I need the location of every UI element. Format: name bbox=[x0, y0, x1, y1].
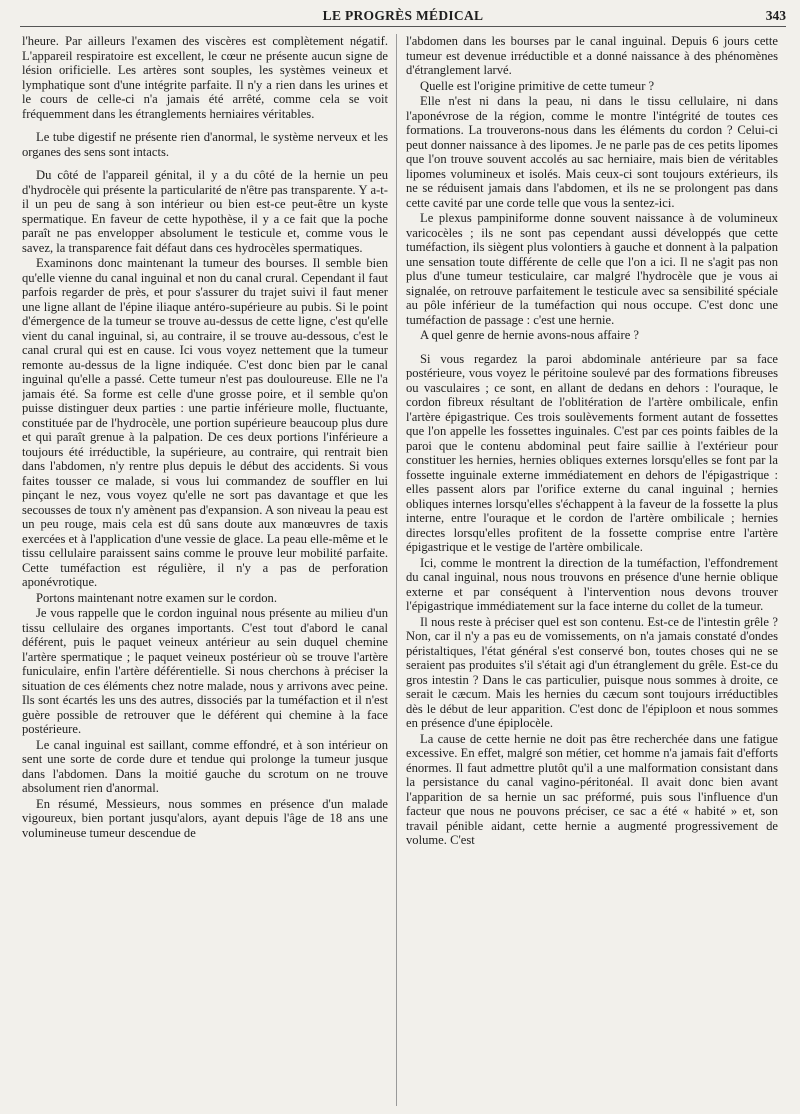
page-number: 343 bbox=[765, 8, 786, 23]
paragraph: Je vous rappelle que le cordon inguinal nous présente au milieu d'un tissu cellulaire des organes importants. C'est tout d'abord le canal déférent, puis le paquet veineux antérieur au sein duquel chemine l'artère spermatique ; le paquet veineux postérieur où se trouve l'artère funiculaire, enfin l'artère déférentielle. Si nous cherchons à préciser la situation de ces éléments chez notre malade, nous y arrivons avec peine. Ils sont écartés les uns des autres, dissociés par la tuméfaction et il n'est guère possible de retrouver que le déférent qui chemine à la face postérieure. bbox=[22, 606, 388, 736]
paragraph: Du côté de l'appareil génital, il y a du côté de la hernie un peu d'hydrocèle qui présente la particularité de n'être pas transparente. Y a-t-il un peu de sang à son intérieur ou bien est-ce peut-être un kyste spermatique. En faveur de cette hypothèse, il y a ce fait que la poche paraît ne pas envelopper absolument le testicule et, comme vous le savez, la transparence fait défaut dans ces hydrocèles spermatiques. bbox=[22, 168, 388, 255]
right-column bbox=[406, 34, 778, 1108]
running-head bbox=[20, 6, 786, 27]
paragraph: l'heure. Par ailleurs l'examen des viscères est complètement négatif. L'appareil respiratoire est excellent, le cœur ne présente aucun signe de lésion orificielle. Les artères sont souples, les systèmes veineux et lymphatique sont d'une intégrite parfaite. Il n'y a rien dans les urines et le cours de celle-ci n'a jamais été arrêté, comme cela se voit fréquemment dans les étranglements herniaires véritables. bbox=[22, 34, 388, 121]
left-column bbox=[22, 34, 388, 1108]
paragraph: Examinons donc maintenant la tumeur des bourses. Il semble bien qu'elle vienne du canal inguinal et non du canal crural. Cependant il faut parfois regarder de près, et pour s'assurer du trajet suivi il faut mener une ligne allant de l'épine iliaque antéro-supérieure au pubis. Si le point d'émergence de la tumeur se trouve au-dessus de cette ligne, c'est qu'elle vient du canal inguinal, si, au contraire, il se trouve au-dessous, c'est le canal crural qui est en cause. Ici vous voyez nettement que la tumeur remonte au-dessus de la ligne indiquée. C'est donc bien par le canal inguinal qu'elle a passé. Cette tumeur n'est pas douloureuse. Elle ne l'a jamais été. Sa forme est celle d'une grosse poire, et il semble qu'on puisse distinguer deux parties : une partie inférieure molle, fluctuante, constituée par de l'hydrocèle, une portion supérieure beaucoup plus dure et qui paraît grenue à la palpation. De ces deux portions l'inférieure a toujours été irréductible, la supérieure, au contraire, qui rentrait bien dans l'abdomen, n'y rentre plus depuis le début des accidents. Si vous faites tousser ce malade, si vous lui commandez de souffler en lui pinçant le nez, vous voyez qu'elle ne sort pas davantage et que les secousses de toux n'y amènent pas d'expansion. A son niveau la peau est un peu rouge, mais cela est dû sans doute aux manœuvres de taxis exercées et à l'application d'une vessie de glace. La peau elle-même et le tissu cellulaire paraissent sains comme le prouve leur mobilité parfaite. Cette tuméfaction est régulière, il n'y a pas de perforation aponévrotique. bbox=[22, 256, 388, 589]
journal-title: LE PROGRÈS MÉDICAL bbox=[322, 8, 484, 23]
column-divider bbox=[396, 34, 397, 1106]
paragraph: Il nous reste à préciser quel est son contenu. Est-ce de l'intestin grêle ? Non, car il n'y a pas eu de vomissements, on n'a jamais constaté d'ondes péristaltiques, l'état général s'est conservé bon, toutes choses qui ne se seraient pas produites s'il s'était agi d'un étranglement du grêle. Est-ce du gros intestin ? Dans le cas particulier, puisque nous sommes à droite, ce serait le cæcum. Mais les hernies du cæcum sont toujours irréductibles dès le début de leur apparition. C'est donc de l'épiploon et nous sommes en présence d'une épiplocèle. bbox=[406, 614, 778, 730]
paragraph: Portons maintenant notre examen sur le cordon. bbox=[36, 590, 277, 605]
paragraph: Quelle est l'origine primitive de cette tumeur ? bbox=[420, 78, 655, 93]
paragraph: Si vous regardez la paroi abdominale antérieure par sa face postérieure, vous voyez le péritoine soulevé par des formations fibreuses ou vasculaires ; ce sont, en allant de dedans en dehors : l'ouraque, le cordon fibreux résultant de l'oblitération de l'artère ombilicale, enfin l'artère épigastrique. Ces trois soulèvements forment autant de fossettes que l'on appelle les fossettes inguinales. C'est par ces points faibles de la paroi que le contenu abdominal peut faire saillie à l'extérieur pour constituer les hernies, hernies obliques externes lorsqu'elles se font par la fossette inguinale externe immédiatement en dehors de l'épigastrique : elles passent alors par l'orifice externe du canal inguinal ; hernies obliques internes lorsqu'elles s'échappent à la faveur de la fossette la plus interne, entre l'ouraque et le cordon de l'artère ombilicale ; hernies directes lorsqu'elles profitent de la fossette comprise entre l'artère épigastrique et le vestige de l'artère ombilicale. bbox=[406, 351, 778, 554]
paragraph: Ici, comme le montrent la direction de la tuméfaction, l'effondrement du canal inguinal, nous nous trouvons en présence d'une hernie oblique externe et par conséquent à l'intervention nous devons trouver l'épigastrique immédiatement sur la face interne du collet de la tumeur. bbox=[406, 555, 778, 613]
paragraph: Le tube digestif ne présente rien d'anormal, le système nerveux et les organes des sens sont intacts. bbox=[22, 130, 388, 159]
paragraph: Le plexus pampiniforme donne souvent naissance à de volumineux varicocèles ; ils ne sont pas cependant aussi développés que cette tuméfaction, ils siègent plus volontiers à gauche et donnent à la palpation une sensation toute différente de celle que l'on a ici. Il ne s'agit pas non plus d'une tumeur testiculaire, car malgré l'hydrocèle que je vous ai signalée, on retrouve parfaitement le testicule avec sa sensibilité spéciale au pôle inférieur de la tuméfaction qui nous occupe. C'est donc une tuméfaction de passage : c'est une hernie. bbox=[406, 211, 778, 327]
paragraph: l'abdomen dans les bourses par le canal inguinal. Depuis 6 jours cette tumeur est devenue irréductible et a donné naissance à des phénomènes d'étranglement larvé. bbox=[406, 34, 778, 77]
paragraph: En résumé, Messieurs, nous sommes en présence d'un malade vigoureux, bien portant jusqu'alors, ayant depuis l'âge de 18 ans une volumineuse tumeur descendue de bbox=[22, 796, 388, 840]
paragraph: A quel genre de hernie avons-nous affaire ? bbox=[420, 328, 640, 342]
paragraph: Le canal inguinal est saillant, comme effondré, et à son intérieur on sent une sorte de corde dure et tendue qui prolonge la tumeur jusque dans l'abdomen. Dans la moitié gauche du scrotum on ne trouve absolument rien d'anormal. bbox=[22, 737, 388, 795]
paragraph: La cause de cette hernie ne doit pas être recherchée dans une fatigue excessive. En effet, malgré son métier, cet homme n'a jamais fait d'efforts énormes. Il faut admettre plutôt qu'il a une malformation consistant dans la persistance du canal vagino-péritonéal. Il avait donc bien avant l'apparition de sa hernie un sac préformé, puis sous l'influence d'un facteur que nous ne pouvons préciser, ce sac a été « habité » et, son travail pénible aidant, cette hernie a augmenté progressivement de volume. C'est bbox=[406, 731, 778, 847]
paragraph: Elle n'est ni dans la peau, ni dans le tissu cellulaire, ni dans l'aponévrose de la région, comme le montre l'intégrité de toutes ces formations. La trouverons-nous dans les éléments du cordon ? Celui-ci peut donner naissance à des lipomes. Je ne parle pas de ces petits lipomes que l'on trouve souvent accolés au sac herniaire, mais bien de véritables lipomes volumineux et isolés. Mais ceux-ci sont toujours extérieurs, ils ne se réduisent jamais dans l'abdomen, et ils ne se prolongent pas dans cette cavité par une corde telle que vous la sentez-ici. bbox=[406, 94, 778, 210]
